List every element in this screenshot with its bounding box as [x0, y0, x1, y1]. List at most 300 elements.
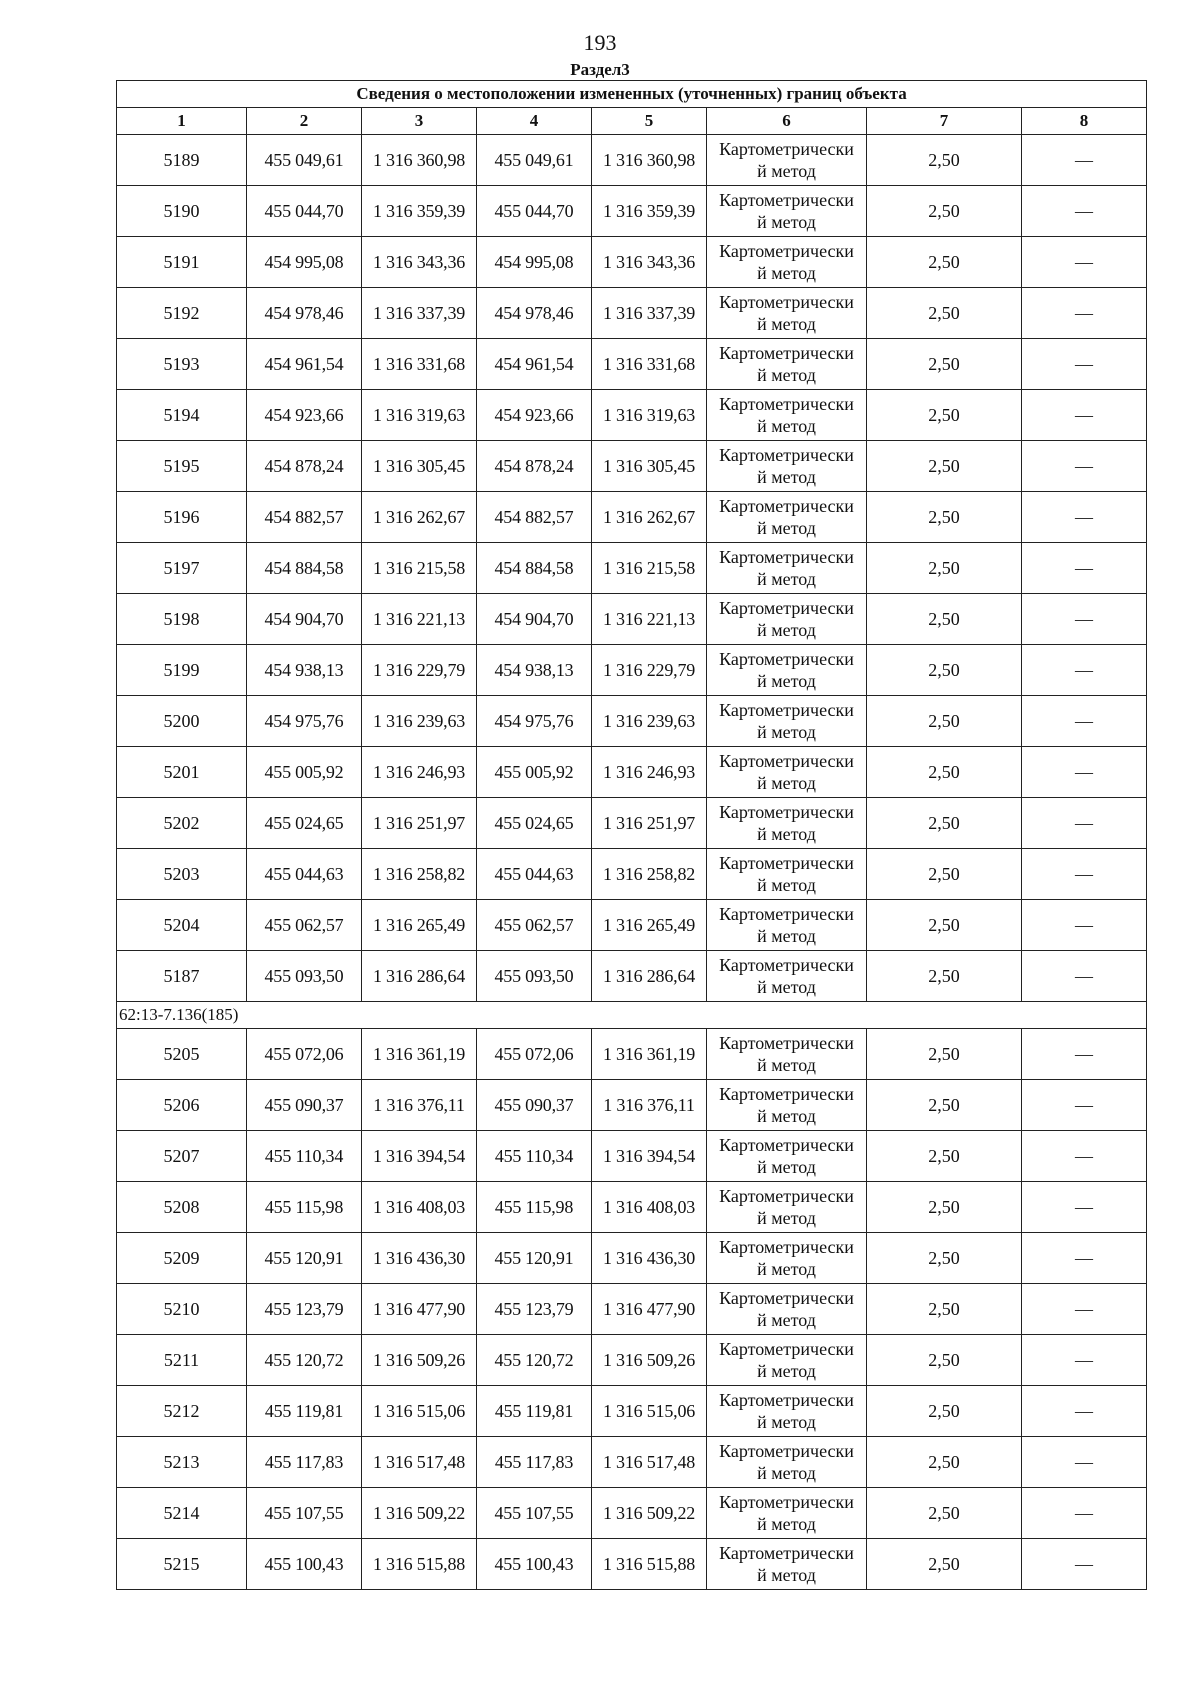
note-cell: —: [1022, 1284, 1147, 1335]
y-coordinate-cell: 1 316 319,63: [362, 390, 477, 441]
accuracy-cell: 2,50: [867, 1335, 1022, 1386]
y-coordinate-cell: 1 316 394,54: [362, 1131, 477, 1182]
note-cell: —: [1022, 951, 1147, 1002]
method-cell: [707, 1182, 867, 1233]
accuracy-cell: 2,50: [867, 747, 1022, 798]
column-number: 3: [362, 108, 477, 135]
method-cell: [707, 696, 867, 747]
note-cell: —: [1022, 492, 1147, 543]
note-cell: —: [1022, 1335, 1147, 1386]
method-line-1: Картометрически: [719, 1288, 854, 1308]
column-number: 1: [117, 108, 247, 135]
point-number-cell: 5195: [117, 441, 247, 492]
x-coordinate-cell: 454 938,13: [247, 645, 362, 696]
table-row: [117, 1335, 1147, 1386]
y-coordinate-cell: 1 316 477,90: [362, 1284, 477, 1335]
group-label-row: [117, 1002, 1147, 1029]
coordinates-table: [116, 80, 1147, 1590]
y-coordinate-new-cell: 1 316 215,58: [592, 543, 707, 594]
note-cell: —: [1022, 186, 1147, 237]
y-coordinate-new-cell: 1 316 515,06: [592, 1386, 707, 1437]
y-coordinate-new-cell: 1 316 265,49: [592, 900, 707, 951]
method-cell: [707, 645, 867, 696]
method-line-2: й метод: [757, 1565, 816, 1585]
y-coordinate-cell: 1 316 229,79: [362, 645, 477, 696]
method-line-1: Картометрически: [719, 700, 854, 720]
method-cell: [707, 237, 867, 288]
accuracy-cell: 2,50: [867, 1386, 1022, 1437]
x-coordinate-cell: 455 115,98: [247, 1182, 362, 1233]
note-cell: —: [1022, 747, 1147, 798]
accuracy-cell: 2,50: [867, 696, 1022, 747]
x-coordinate-new-cell: 454 978,46: [477, 288, 592, 339]
y-coordinate-new-cell: 1 316 251,97: [592, 798, 707, 849]
y-coordinate-new-cell: 1 316 286,64: [592, 951, 707, 1002]
accuracy-cell: 2,50: [867, 1539, 1022, 1590]
x-coordinate-new-cell: 454 904,70: [477, 594, 592, 645]
method-line-1: Картометрически: [719, 598, 854, 618]
accuracy-cell: 2,50: [867, 288, 1022, 339]
accuracy-cell: 2,50: [867, 1437, 1022, 1488]
table-row: [117, 390, 1147, 441]
note-cell: —: [1022, 288, 1147, 339]
table-row: [117, 900, 1147, 951]
x-coordinate-cell: 455 044,63: [247, 849, 362, 900]
method-cell: [707, 1539, 867, 1590]
x-coordinate-cell: 455 123,79: [247, 1284, 362, 1335]
accuracy-cell: 2,50: [867, 237, 1022, 288]
y-coordinate-new-cell: 1 316 376,11: [592, 1080, 707, 1131]
point-number-cell: 5192: [117, 288, 247, 339]
column-number: 5: [592, 108, 707, 135]
x-coordinate-cell: 454 878,24: [247, 441, 362, 492]
y-coordinate-cell: 1 316 239,63: [362, 696, 477, 747]
method-line-2: й метод: [757, 416, 816, 436]
y-coordinate-new-cell: 1 316 258,82: [592, 849, 707, 900]
x-coordinate-new-cell: 455 049,61: [477, 135, 592, 186]
accuracy-cell: 2,50: [867, 1182, 1022, 1233]
x-coordinate-new-cell: 455 072,06: [477, 1029, 592, 1080]
y-coordinate-cell: 1 316 408,03: [362, 1182, 477, 1233]
note-cell: —: [1022, 543, 1147, 594]
x-coordinate-new-cell: 455 115,98: [477, 1182, 592, 1233]
method-line-1: Картометрически: [719, 496, 854, 516]
method-line-2: й метод: [757, 365, 816, 385]
point-number-cell: 5206: [117, 1080, 247, 1131]
method-line-2: й метод: [757, 569, 816, 589]
y-coordinate-new-cell: 1 316 262,67: [592, 492, 707, 543]
table-header: [117, 81, 1147, 135]
method-cell: [707, 288, 867, 339]
x-coordinate-new-cell: 455 024,65: [477, 798, 592, 849]
point-number-cell: 5194: [117, 390, 247, 441]
x-coordinate-cell: 454 975,76: [247, 696, 362, 747]
method-cell: [707, 186, 867, 237]
x-coordinate-new-cell: 455 117,83: [477, 1437, 592, 1488]
method-line-1: Картометрически: [719, 1492, 854, 1512]
point-number-cell: 5190: [117, 186, 247, 237]
accuracy-cell: 2,50: [867, 900, 1022, 951]
method-line-2: й метод: [757, 467, 816, 487]
point-number-cell: 5215: [117, 1539, 247, 1590]
method-line-1: Картометрически: [719, 1543, 854, 1563]
note-cell: —: [1022, 339, 1147, 390]
point-number-cell: 5196: [117, 492, 247, 543]
point-number-cell: 5197: [117, 543, 247, 594]
point-number-cell: 5189: [117, 135, 247, 186]
method-cell: [707, 951, 867, 1002]
method-line-2: й метод: [757, 671, 816, 691]
x-coordinate-new-cell: 454 975,76: [477, 696, 592, 747]
y-coordinate-new-cell: 1 316 221,13: [592, 594, 707, 645]
method-line-1: Картометрически: [719, 445, 854, 465]
x-coordinate-cell: 454 904,70: [247, 594, 362, 645]
method-line-1: Картометрически: [719, 649, 854, 669]
method-line-1: Картометрически: [719, 1186, 854, 1206]
method-line-1: Картометрически: [719, 1033, 854, 1053]
method-line-1: Картометрически: [719, 853, 854, 873]
x-coordinate-new-cell: 455 090,37: [477, 1080, 592, 1131]
method-line-1: Картометрически: [719, 547, 854, 567]
y-coordinate-new-cell: 1 316 246,93: [592, 747, 707, 798]
method-line-2: й метод: [757, 1055, 816, 1075]
y-coordinate-new-cell: 1 316 477,90: [592, 1284, 707, 1335]
y-coordinate-cell: 1 316 360,98: [362, 135, 477, 186]
method-cell: [707, 1131, 867, 1182]
y-coordinate-cell: 1 316 286,64: [362, 951, 477, 1002]
method-line-1: Картометрически: [719, 139, 854, 159]
y-coordinate-new-cell: 1 316 305,45: [592, 441, 707, 492]
column-number: 4: [477, 108, 592, 135]
page-number: 193: [583, 30, 617, 55]
method-cell: [707, 390, 867, 441]
method-line-1: Картометрически: [719, 1339, 854, 1359]
x-coordinate-cell: 455 120,91: [247, 1233, 362, 1284]
y-coordinate-cell: 1 316 509,26: [362, 1335, 477, 1386]
method-cell: [707, 849, 867, 900]
x-coordinate-new-cell: 454 938,13: [477, 645, 592, 696]
y-coordinate-cell: 1 316 436,30: [362, 1233, 477, 1284]
point-number-cell: 5205: [117, 1029, 247, 1080]
y-coordinate-new-cell: 1 316 229,79: [592, 645, 707, 696]
point-number-cell: 5200: [117, 696, 247, 747]
column-numbers-row: [117, 108, 1147, 135]
x-coordinate-new-cell: 455 062,57: [477, 900, 592, 951]
point-number-cell: 5202: [117, 798, 247, 849]
method-line-1: Картометрически: [719, 190, 854, 210]
accuracy-cell: 2,50: [867, 543, 1022, 594]
method-line-2: й метод: [757, 875, 816, 895]
x-coordinate-cell: 455 110,34: [247, 1131, 362, 1182]
y-coordinate-cell: 1 316 361,19: [362, 1029, 477, 1080]
accuracy-cell: 2,50: [867, 1029, 1022, 1080]
y-coordinate-new-cell: 1 316 343,36: [592, 237, 707, 288]
method-line-2: й метод: [757, 1310, 816, 1330]
table-row: [117, 186, 1147, 237]
method-line-1: Картометрически: [719, 1237, 854, 1257]
method-line-2: й метод: [757, 1463, 816, 1483]
x-coordinate-new-cell: 455 093,50: [477, 951, 592, 1002]
accuracy-cell: 2,50: [867, 1488, 1022, 1539]
table-row: [117, 288, 1147, 339]
method-cell: [707, 1080, 867, 1131]
y-coordinate-new-cell: 1 316 319,63: [592, 390, 707, 441]
method-line-2: й метод: [757, 212, 816, 232]
method-cell: [707, 135, 867, 186]
method-cell: [707, 1233, 867, 1284]
method-cell: [707, 492, 867, 543]
point-number-cell: 5209: [117, 1233, 247, 1284]
x-coordinate-cell: 455 093,50: [247, 951, 362, 1002]
accuracy-cell: 2,50: [867, 645, 1022, 696]
table-row: [117, 1386, 1147, 1437]
x-coordinate-cell: 455 120,72: [247, 1335, 362, 1386]
table-caption: Сведения о местоположении измененных (уточненных) границ объекта: [117, 81, 1147, 108]
y-coordinate-new-cell: 1 316 509,26: [592, 1335, 707, 1386]
table-row: [117, 1029, 1147, 1080]
y-coordinate-cell: 1 316 515,06: [362, 1386, 477, 1437]
table-row: [117, 747, 1147, 798]
method-cell: [707, 594, 867, 645]
method-line-2: й метод: [757, 1361, 816, 1381]
method-line-2: й метод: [757, 263, 816, 283]
method-line-2: й метод: [757, 773, 816, 793]
method-cell: [707, 441, 867, 492]
x-coordinate-new-cell: 454 923,66: [477, 390, 592, 441]
method-cell: [707, 798, 867, 849]
method-line-1: Картометрически: [719, 751, 854, 771]
y-coordinate-cell: 1 316 265,49: [362, 900, 477, 951]
x-coordinate-new-cell: 454 882,57: [477, 492, 592, 543]
accuracy-cell: 2,50: [867, 849, 1022, 900]
note-cell: —: [1022, 849, 1147, 900]
method-cell: [707, 543, 867, 594]
column-number: 8: [1022, 108, 1147, 135]
method-line-2: й метод: [757, 926, 816, 946]
x-coordinate-new-cell: 454 878,24: [477, 441, 592, 492]
note-cell: —: [1022, 1386, 1147, 1437]
table-row: [117, 1080, 1147, 1131]
y-coordinate-cell: 1 316 221,13: [362, 594, 477, 645]
method-line-1: Картометрически: [719, 904, 854, 924]
y-coordinate-cell: 1 316 246,93: [362, 747, 477, 798]
x-coordinate-new-cell: 454 961,54: [477, 339, 592, 390]
method-line-2: й метод: [757, 1514, 816, 1534]
table-row: [117, 849, 1147, 900]
y-coordinate-cell: 1 316 305,45: [362, 441, 477, 492]
y-coordinate-cell: 1 316 337,39: [362, 288, 477, 339]
x-coordinate-new-cell: 455 044,70: [477, 186, 592, 237]
y-coordinate-cell: 1 316 359,39: [362, 186, 477, 237]
table-row: [117, 492, 1147, 543]
note-cell: —: [1022, 441, 1147, 492]
method-cell: [707, 1437, 867, 1488]
method-cell: [707, 900, 867, 951]
accuracy-cell: 2,50: [867, 1080, 1022, 1131]
accuracy-cell: 2,50: [867, 441, 1022, 492]
x-coordinate-new-cell: 454 884,58: [477, 543, 592, 594]
y-coordinate-cell: 1 316 509,22: [362, 1488, 477, 1539]
note-cell: —: [1022, 1233, 1147, 1284]
y-coordinate-cell: 1 316 258,82: [362, 849, 477, 900]
y-coordinate-cell: 1 316 262,67: [362, 492, 477, 543]
note-cell: —: [1022, 1437, 1147, 1488]
table-row: [117, 1488, 1147, 1539]
y-coordinate-new-cell: 1 316 517,48: [592, 1437, 707, 1488]
method-line-2: й метод: [757, 1208, 816, 1228]
table-row: [117, 237, 1147, 288]
point-number-cell: 5211: [117, 1335, 247, 1386]
table-row: [117, 1539, 1147, 1590]
x-coordinate-new-cell: 455 119,81: [477, 1386, 592, 1437]
x-coordinate-cell: 455 107,55: [247, 1488, 362, 1539]
note-cell: —: [1022, 798, 1147, 849]
y-coordinate-cell: 1 316 343,36: [362, 237, 477, 288]
method-line-1: Картометрически: [719, 802, 854, 822]
note-cell: —: [1022, 1131, 1147, 1182]
table-row: [117, 543, 1147, 594]
point-number-cell: 5193: [117, 339, 247, 390]
accuracy-cell: 2,50: [867, 390, 1022, 441]
column-number: 6: [707, 108, 867, 135]
table-row: [117, 696, 1147, 747]
note-cell: —: [1022, 1080, 1147, 1131]
x-coordinate-cell: 454 961,54: [247, 339, 362, 390]
note-cell: —: [1022, 696, 1147, 747]
method-line-1: Картометрически: [719, 343, 854, 363]
method-cell: [707, 747, 867, 798]
method-line-2: й метод: [757, 1106, 816, 1126]
table-body: [117, 135, 1147, 1590]
x-coordinate-cell: 455 117,83: [247, 1437, 362, 1488]
note-cell: —: [1022, 135, 1147, 186]
method-line-2: й метод: [757, 1157, 816, 1177]
method-cell: [707, 1335, 867, 1386]
accuracy-cell: 2,50: [867, 492, 1022, 543]
x-coordinate-new-cell: 455 107,55: [477, 1488, 592, 1539]
y-coordinate-cell: 1 316 215,58: [362, 543, 477, 594]
x-coordinate-cell: 455 062,57: [247, 900, 362, 951]
y-coordinate-new-cell: 1 316 408,03: [592, 1182, 707, 1233]
table-row: [117, 645, 1147, 696]
x-coordinate-cell: 455 024,65: [247, 798, 362, 849]
x-coordinate-cell: 454 978,46: [247, 288, 362, 339]
point-number-cell: 5203: [117, 849, 247, 900]
note-cell: —: [1022, 594, 1147, 645]
accuracy-cell: 2,50: [867, 1131, 1022, 1182]
y-coordinate-cell: 1 316 251,97: [362, 798, 477, 849]
y-coordinate-cell: 1 316 331,68: [362, 339, 477, 390]
table-row: [117, 1284, 1147, 1335]
method-line-2: й метод: [757, 518, 816, 538]
y-coordinate-new-cell: 1 316 360,98: [592, 135, 707, 186]
x-coordinate-cell: 455 049,61: [247, 135, 362, 186]
group-label: 62:13-7.136(185): [117, 1002, 1147, 1029]
y-coordinate-new-cell: 1 316 436,30: [592, 1233, 707, 1284]
y-coordinate-new-cell: 1 316 239,63: [592, 696, 707, 747]
point-number-cell: 5204: [117, 900, 247, 951]
method-cell: [707, 339, 867, 390]
point-number-cell: 5187: [117, 951, 247, 1002]
point-number-cell: 5199: [117, 645, 247, 696]
table-row: [117, 135, 1147, 186]
method-line-1: Картометрически: [719, 1084, 854, 1104]
method-cell: [707, 1029, 867, 1080]
method-line-2: й метод: [757, 1412, 816, 1432]
x-coordinate-cell: 454 923,66: [247, 390, 362, 441]
x-coordinate-new-cell: 455 120,72: [477, 1335, 592, 1386]
x-coordinate-cell: 454 884,58: [247, 543, 362, 594]
table-row: [117, 1182, 1147, 1233]
y-coordinate-new-cell: 1 316 361,19: [592, 1029, 707, 1080]
point-number-cell: 5210: [117, 1284, 247, 1335]
accuracy-cell: 2,50: [867, 951, 1022, 1002]
table-row: [117, 1131, 1147, 1182]
method-line-1: Картометрически: [719, 394, 854, 414]
point-number-cell: 5207: [117, 1131, 247, 1182]
x-coordinate-cell: 455 044,70: [247, 186, 362, 237]
note-cell: —: [1022, 237, 1147, 288]
point-number-cell: 5208: [117, 1182, 247, 1233]
method-line-2: й метод: [757, 1259, 816, 1279]
table-row: [117, 798, 1147, 849]
method-cell: [707, 1488, 867, 1539]
x-coordinate-new-cell: 455 100,43: [477, 1539, 592, 1590]
accuracy-cell: 2,50: [867, 1284, 1022, 1335]
x-coordinate-cell: 455 072,06: [247, 1029, 362, 1080]
x-coordinate-cell: 455 119,81: [247, 1386, 362, 1437]
x-coordinate-cell: 455 100,43: [247, 1539, 362, 1590]
method-line-1: Картометрически: [719, 292, 854, 312]
table-row: [117, 1437, 1147, 1488]
x-coordinate-new-cell: 455 123,79: [477, 1284, 592, 1335]
y-coordinate-new-cell: 1 316 337,39: [592, 288, 707, 339]
table-row: [117, 339, 1147, 390]
point-number-cell: 5191: [117, 237, 247, 288]
method-line-1: Картометрически: [719, 1135, 854, 1155]
note-cell: —: [1022, 1029, 1147, 1080]
x-coordinate-new-cell: 455 120,91: [477, 1233, 592, 1284]
point-number-cell: 5212: [117, 1386, 247, 1437]
method-cell: [707, 1386, 867, 1437]
method-line-2: й метод: [757, 620, 816, 640]
y-coordinate-new-cell: 1 316 359,39: [592, 186, 707, 237]
x-coordinate-cell: 455 090,37: [247, 1080, 362, 1131]
note-cell: —: [1022, 645, 1147, 696]
table-row: [117, 1233, 1147, 1284]
y-coordinate-cell: 1 316 376,11: [362, 1080, 477, 1131]
accuracy-cell: 2,50: [867, 594, 1022, 645]
point-number-cell: 5213: [117, 1437, 247, 1488]
method-cell: [707, 1284, 867, 1335]
y-coordinate-new-cell: 1 316 331,68: [592, 339, 707, 390]
accuracy-cell: 2,50: [867, 135, 1022, 186]
note-cell: —: [1022, 1182, 1147, 1233]
note-cell: —: [1022, 1488, 1147, 1539]
note-cell: —: [1022, 390, 1147, 441]
method-line-1: Картометрически: [719, 241, 854, 261]
method-line-2: й метод: [757, 722, 816, 742]
table-row: [117, 441, 1147, 492]
point-number-cell: 5198: [117, 594, 247, 645]
method-line-2: й метод: [757, 314, 816, 334]
y-coordinate-new-cell: 1 316 515,88: [592, 1539, 707, 1590]
x-coordinate-new-cell: 455 005,92: [477, 747, 592, 798]
x-coordinate-new-cell: 455 044,63: [477, 849, 592, 900]
accuracy-cell: 2,50: [867, 186, 1022, 237]
column-number: 7: [867, 108, 1022, 135]
method-line-2: й метод: [757, 161, 816, 181]
